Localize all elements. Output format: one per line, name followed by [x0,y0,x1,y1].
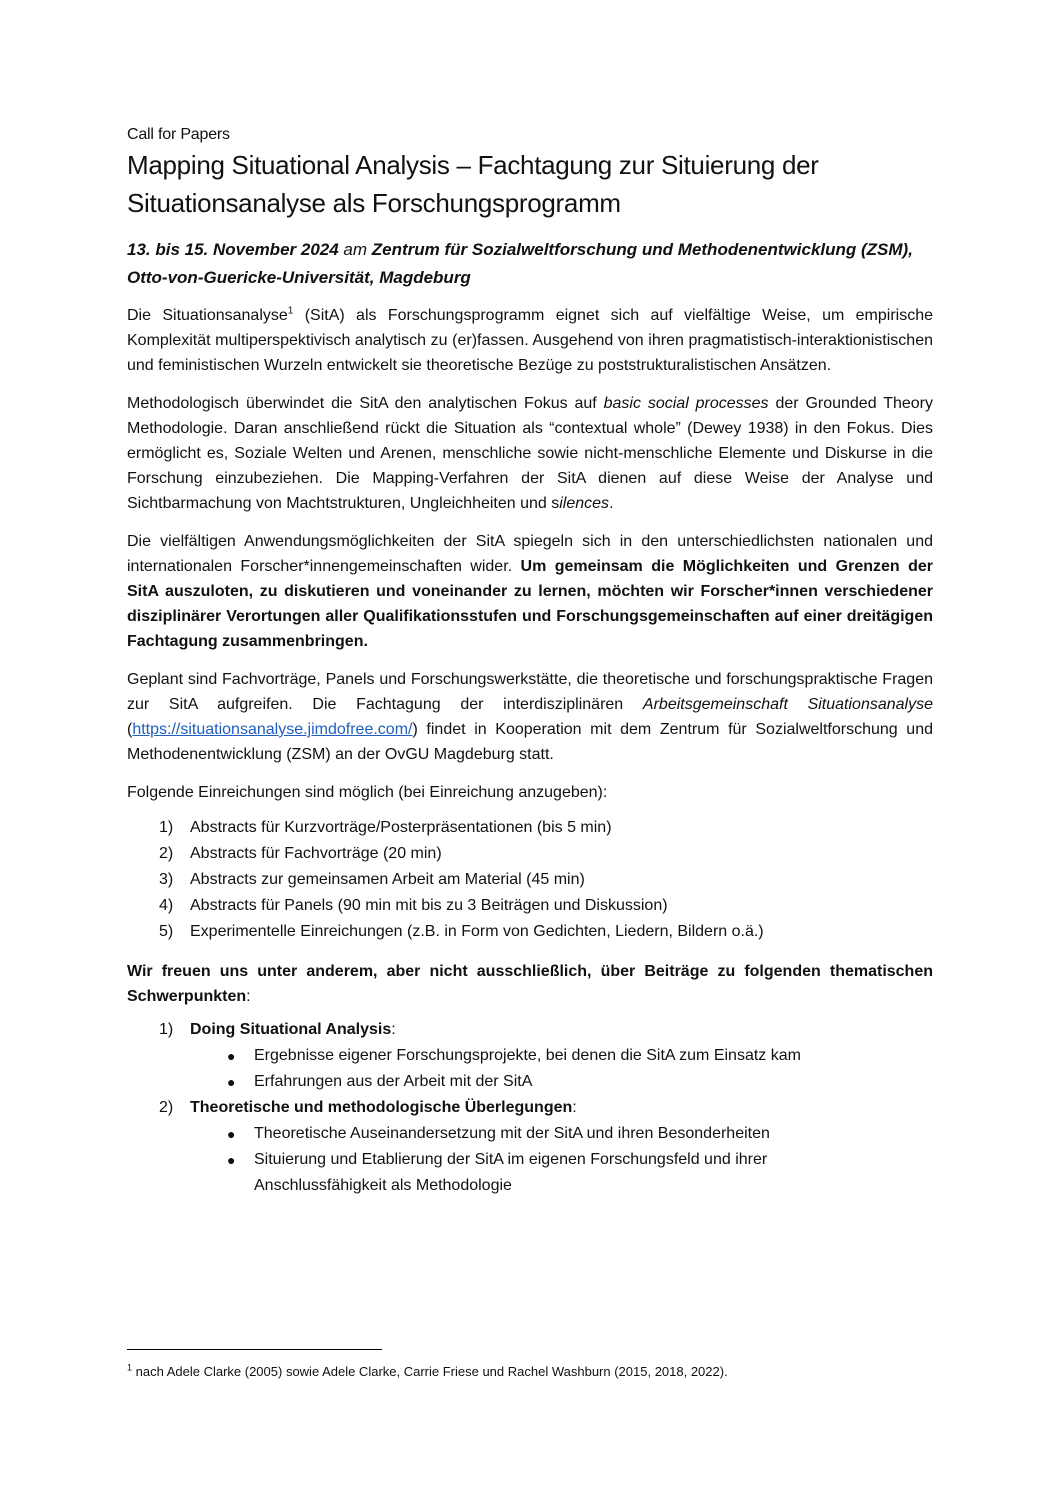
topic-heading [127,1017,933,1043]
footnote-divider [127,1349,382,1350]
paragraph-format [127,667,933,767]
event-date: 13. bis 15. November 2024 [127,240,339,259]
bullet-text: Erfahrungen aus der Arbeit mit der SitA [254,1073,533,1090]
event-date-venue [127,236,933,292]
list-text: Experimentelle Einreichungen (z.B. in Form von Gedichten, Liedern, Bildern o.ä.) [190,923,764,940]
list-text: Abstracts für Kurzvorträge/Posterpräsentationen (bis 5 min) [190,819,612,836]
bullet-icon: ● [227,1152,236,1168]
para2-italic-end: ilences [559,495,610,512]
topics-list [127,1017,933,1199]
bullet-text: Ergebnisse eigener Forschungsprojekte, bei denen die SitA zum Einsatz kam [254,1047,801,1064]
bullet-text: Theoretische Auseinandersetzung mit der SitA und ihren Besonderheiten [254,1125,770,1142]
list-text: Abstracts für Panels (90 min mit bis zu 3 Beiträgen und Diskussion) [190,897,668,914]
para4-italic: Arbeitsgemeinschaft Situationsanalyse [642,696,933,713]
para3-start: Die vielfältigen Anwendungsmöglichkeiten der SitA spiegeln sich in den unterschiedlichsten nationalen und internationalen Forscher*innengemeinschaften wider. [127,533,933,575]
bullet-item [227,1147,933,1199]
paragraph-intro [127,303,933,378]
topics-intro-end: : [246,988,251,1005]
list-text: Abstracts für Fachvorträge (20 min) [190,845,442,862]
bullet-icon: ● [227,1074,236,1090]
para4-start: Geplant sind Fachvorträge, Panels und Forschungswerkstätte, die theoretische und forschungspraktische Fragen zur SitA aufgreifen. Die Fachtagung der interdisziplinären [127,671,933,713]
para1-start: Die Situationsanalyse [127,307,288,324]
topic-title: Doing Situational Analysis [190,1021,392,1038]
para2-middle: der Grounded Theory Methodologie. Daran anschließend rückt die Situation als “contextual whole” (Dewey 1938) in den Fokus. Dies ermöglicht es, Soziale Welten und Arenen, menschliche sowie nicht-menschliche Elemente und Diskurse in die Forschung einzubeziehen. Die Mapping-Verfahren der SitA dienen auf diese Weise der Analyse und Sichtbarmachung von Machtstrukturen, Ungleichheiten und s [127,395,933,512]
topics-intro [127,959,933,1009]
list-text: Abstracts zur gemeinsamen Arbeit am Material (45 min) [190,871,585,888]
topic-number: 2) [159,1099,174,1116]
topic-item [127,1095,933,1199]
footnote-text: nach Adele Clarke (2005) sowie Adele Clarke, Carrie Friese und Rachel Washburn (2015, 2018, 2022). [132,1364,728,1379]
list-number: 5) [159,923,174,940]
footnote-ref[interactable]: 1 [287,305,294,317]
topic-item [127,1017,933,1095]
para2-start: Methodologisch überwindet die SitA den analytischen Fokus auf [127,395,604,412]
bullet-item [227,1069,933,1095]
footnote [127,1364,728,1379]
list-item [127,815,933,841]
list-number: 2) [159,845,174,862]
bullet-item [227,1043,933,1069]
topics-intro-bold: Wir freuen uns unter anderem, aber nicht ausschließlich, über Beiträge zu folgenden thematischen Schwerpunkten [127,963,933,1005]
para2-end: . [609,495,614,512]
para4-before-link: ( [127,721,133,738]
topic-number: 1) [159,1021,174,1038]
list-item [127,893,933,919]
paragraph-methodology [127,391,933,516]
topic-bullets [127,1121,933,1199]
list-number: 4) [159,897,174,914]
paragraph-aims [127,529,933,654]
list-number: 3) [159,871,174,888]
para1-rest: (SitA) als Forschungsprogramm eignet sich auf vielfältige Weise, um empirische Komplexität multiperspektivisch analytisch zu (er)fassen. Ausgehend von ihren pragmatistisch-interaktionistischen und feministischen Wurzeln entwickelt sie theoretische Bezüge zu poststrukturalistischen Ansätzen. [127,307,933,374]
document-title: Mapping Situational Analysis – Fachtagung zur Situierung der Situationsanalyse als Forschungsprogramm [127,150,819,218]
list-item [127,867,933,893]
bullet-icon: ● [227,1048,236,1064]
bullet-item [227,1121,933,1147]
date-connector: am [343,240,368,259]
document-kicker: Call for Papers [127,126,230,143]
footnote-mark: 1 [127,1362,133,1373]
topic-colon: : [572,1099,577,1116]
list-item [127,841,933,867]
topic-heading [127,1095,933,1121]
topic-title: Theoretische und methodologische Überlegungen [190,1099,573,1116]
topic-colon: : [391,1021,396,1038]
bullet-icon: ● [227,1126,236,1142]
para4-after-link: ) findet in Kooperation mit dem Zentrum für Sozialweltforschung und Methodenentwicklung (ZSM) an der OvGU Magdeburg statt. [127,721,933,763]
topic-bullets [127,1043,933,1095]
document-page [127,126,933,1199]
website-link[interactable]: https://situationsanalyse.jimdofree.com/ [132,721,413,738]
para3-bold: Um gemeinsam die Möglichkeiten und Grenzen der SitA auszuloten, zu diskutieren und voneinander zu lernen, möchten wir Forscher*innen verschiedener disziplinärer Verortungen aller Qualifikationsstufen und Forschungsgemeinschaften auf einer dreitägigen Fachtagung zusammenbringen. [127,558,933,650]
submissions-intro: Folgende Einreichungen sind möglich (bei Einreichung anzugeben): [127,784,608,801]
para2-italic: basic social processes [603,395,769,412]
list-item [127,919,933,945]
submissions-list [127,815,933,945]
event-venue: Zentrum für Sozialweltforschung und Methodenentwicklung (ZSM), Otto-von-Guericke-Universität, Magdeburg [127,240,913,287]
list-number: 1) [159,819,174,836]
bullet-text: Situierung und Etablierung der SitA im eigenen Forschungsfeld und ihrer Anschlussfähigkeit als Methodologie [254,1151,768,1194]
